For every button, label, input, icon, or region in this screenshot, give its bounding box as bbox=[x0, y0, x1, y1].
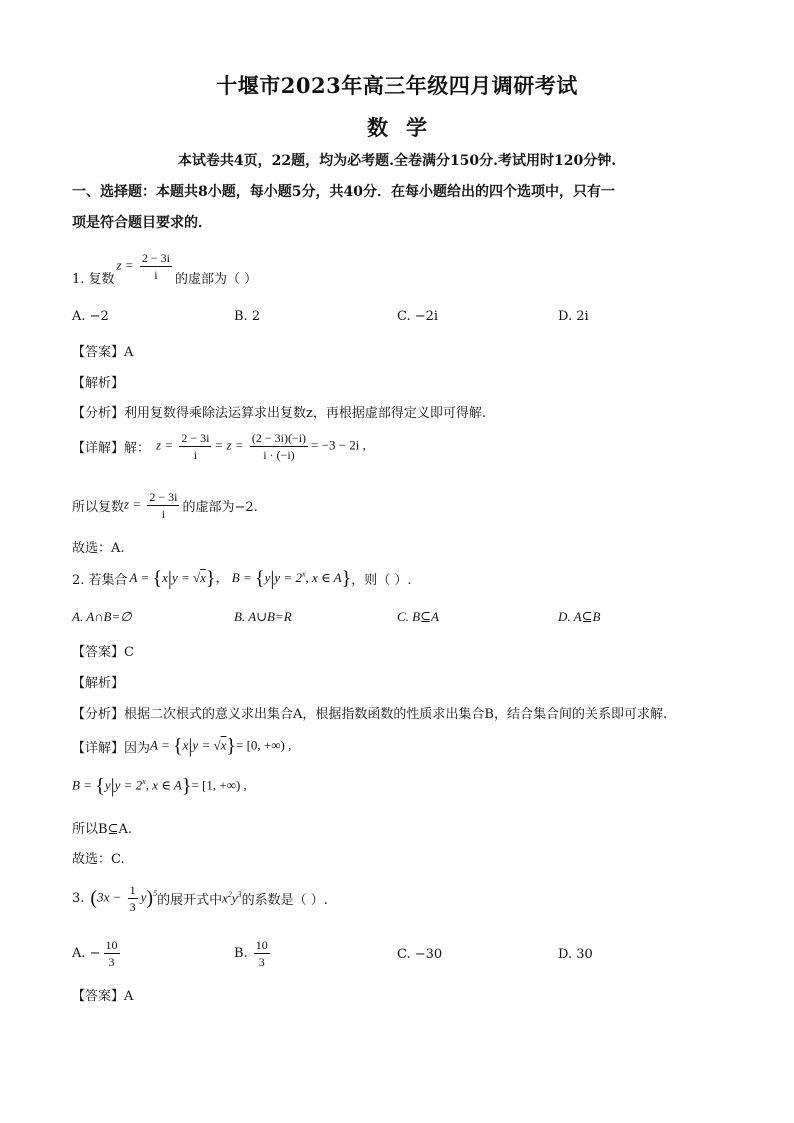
section-heading-line2: 项是符合题目要求的． bbox=[72, 215, 212, 231]
q1-option-a: A. −2 bbox=[72, 309, 109, 324]
q2-answer: 【答案】C bbox=[72, 645, 134, 660]
exam-intro: 本试卷共4页，22题，均为必考题.全卷满分150分.考试用时120分钟. bbox=[177, 153, 617, 169]
q1-analysis-label: 【解析】 bbox=[72, 376, 125, 391]
q2-option-c: C. B⊆A bbox=[397, 609, 439, 624]
question-1 bbox=[72, 246, 257, 287]
q3-option-d: D. 30 bbox=[558, 947, 593, 962]
q1-option-c: C. −2i bbox=[397, 309, 439, 324]
q3-option-c: C. −30 bbox=[397, 947, 443, 962]
question-1-tail: 的虚部为（ ） bbox=[175, 272, 258, 287]
q3-option-a: A. − $\frac{10}{3}$ bbox=[72, 938, 118, 969]
q2-conclusion: 所以B⊆A. bbox=[72, 822, 132, 837]
q1-conclusion: 所以复数 z = $\frac{2 - 3i}{i}$ 的虚部为−2. bbox=[72, 490, 258, 521]
q2-analysis-label: 【解析】 bbox=[72, 676, 125, 691]
question-1-number: 1. 复数 bbox=[72, 272, 115, 287]
q2-option-a: A. A∩B=∅ bbox=[72, 609, 132, 624]
q3-option-b: B. $\frac{10}{3}$ bbox=[234, 938, 268, 969]
q2-option-b: B. A∪B=R bbox=[234, 609, 292, 624]
q1-fenxi: 【分析】利用复数得乘除法运算求出复数z，再根据虚部得定义即可得解. bbox=[72, 406, 486, 421]
q2-detail: 【详解】 因为 A = {x|y = √x}= [0, +∞) , bbox=[72, 735, 292, 757]
q2-detail-b: $B = \{y|y = 2^x$, x ∈ A}= [1, +∞) , bbox=[72, 775, 247, 797]
question-3: 3. (3x − $\frac{1}{3}$ y)$^5$ 的展开式中 $x^2y^3$ 的系数是（ ）. bbox=[72, 883, 328, 914]
q1-option-d: D. 2i bbox=[558, 309, 589, 324]
q1-detail: 【详解】 解： z = $\frac{2 - 3i}{i}$ = z = $\frac{(2 - 3i)(-i)}{i \cdot (-i)}$ = −3 − 2i , bbox=[72, 431, 366, 462]
q2-option-d: D. A⊆B bbox=[558, 609, 601, 624]
q1-option-b: B. 2 bbox=[234, 309, 261, 324]
question-2: 2. 若集合 A = {x|y = √x}， $B = \{y|y = 2^x$, x ∈ A} ，则（ ）. bbox=[72, 567, 412, 590]
exam-title: 十堰市2023年高三年级四月调研考试 bbox=[216, 73, 578, 98]
q2-fenxi: 【分析】根据二次根式的意义求出集合A，根据指数函数的性质求出集合B，结合集合间的关系即可求解. bbox=[72, 707, 668, 722]
subject-title: 数学 bbox=[367, 115, 445, 140]
q1-choose: 故选：A. bbox=[72, 541, 125, 556]
q1-answer: 【答案】A bbox=[72, 345, 134, 360]
question-1-expression: z = $\frac{2 - 3i}{i}$ bbox=[116, 251, 170, 282]
section-heading-line1: 一、选择题：本题共8小题，每小题5分，共40分．在每小题给出的四个选项中，只有一 bbox=[72, 184, 615, 200]
q3-answer: 【答案】A bbox=[72, 989, 134, 1004]
fraction: $\frac{2 - 3i}{i}$ bbox=[141, 251, 170, 282]
q1-detail-expression: z = $\frac{2 - 3i}{i}$ = z = $\frac{(2 - 3i)(-i)}{i \cdot (-i)}$ = −3 − 2i , bbox=[156, 431, 366, 462]
q2-choose: 故选：C. bbox=[72, 852, 125, 867]
